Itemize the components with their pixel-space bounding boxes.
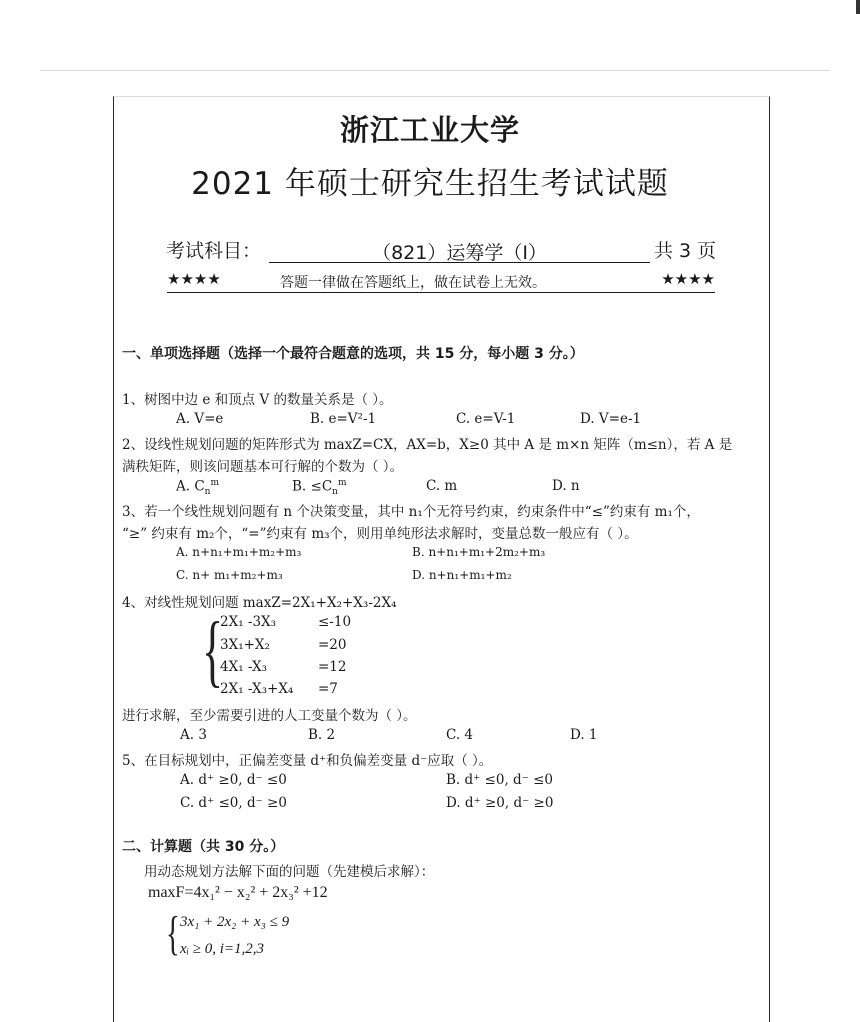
q4-stem: 4、对线性规划问题 maxZ=2X₁+X₂+X₃-2X₄ (122, 595, 397, 611)
q1-stem: 1、树图中边 e 和顶点 V 的数量关系是（ ）。 (122, 392, 393, 408)
q3-option-a: A. n+n₁+m₁+m₂+m₃ (176, 545, 302, 559)
q3-stem-line1: 3、若一个线性规划问题有 n 个决策变量，其中 n₁个无符号约束，约束条件中“≤”约束有 m₁个， (122, 504, 700, 520)
q4-row-3-rhs: =12 (318, 659, 347, 675)
page-count: 共 3 页 (654, 240, 717, 262)
section2-intro: 用动态规划方法解下面的问题（先建模后求解）： (144, 864, 435, 880)
q2-stem-line2: 满秩矩阵，则该问题基本可行解的个数为（ ）。 (122, 459, 404, 475)
q2-option-a-text: A. C (176, 478, 205, 495)
q5-option-b: B. d⁺ ≤0, d⁻ ≤0 (446, 772, 554, 788)
q1-option-c: C. e=V-1 (456, 411, 516, 427)
section2-heading: 二、计算题（共 30 分。） (122, 839, 285, 855)
q2-a-sub: n (204, 487, 211, 498)
q2-option-d: D. n (552, 478, 580, 494)
q2-option-c: C. m (426, 478, 458, 494)
q4-row-3-lhs: 4X₁ -X₃ (220, 659, 268, 675)
constraint-brace: { (166, 907, 180, 960)
q2-option-b-text: B. ≤C (292, 478, 333, 495)
q4-option-a: A. 3 (180, 727, 207, 743)
q4-option-d: D. 1 (570, 727, 598, 743)
q4-option-c: C. 4 (446, 727, 474, 743)
constraint-2: xᵢ ≥ 0, i=1,2,3 (180, 941, 265, 957)
subject-label: 考试科目： (166, 240, 262, 262)
q4-row-4-rhs: =7 (318, 681, 338, 697)
q3-option-c: C. n+ m₁+m₂+m₃ (176, 568, 283, 582)
scan-artifact-line (40, 70, 830, 71)
q5-option-c: C. d⁺ ≤0, d⁻ ≥0 (180, 795, 287, 811)
section1-heading: 一、单项选择题（选择一个最符合题意的选项，共 15 分，每小题 3 分。） (122, 346, 584, 362)
exam-title: 2021 年硕士研究生招生考试试题 (191, 166, 669, 202)
q4-option-b: B. 2 (308, 727, 336, 743)
q3-option-b: B. n+n₁+m₁+2m₂+m₃ (412, 545, 546, 559)
q5-option-d: D. d⁺ ≥0, d⁻ ≥0 (446, 795, 554, 811)
stars-left: ★★★★ (167, 270, 221, 288)
q2-b-sub: n (332, 487, 338, 498)
university-title: 浙江工业大学 (339, 113, 520, 147)
q5-stem: 5、在目标规划中，正偏差变量 d⁺和负偏差变量 d⁻应取（ ）。 (122, 753, 493, 769)
q2-a-sup: m (210, 478, 220, 488)
q4-row-1-rhs: ≤-10 (318, 614, 352, 630)
q3-stem-line2: “≥” 约束有 m₂个，“=”约束有 m₃个，则用单纯形法求解时，变量总数一般应有（ ）。 (122, 526, 638, 542)
q4-row-2-rhs: =20 (318, 637, 347, 653)
q2-option-a (176, 478, 219, 497)
q1-option-a: A. V=e (176, 411, 224, 427)
notice-text: 答题一律做在答题纸上，做在试卷上无效。 (280, 275, 546, 291)
scan-corner-mark (856, 0, 860, 14)
q2-stem-line1: 2、设线性规划问题的矩阵形式为 maxZ=CX，AX=b，X≥0 其中 A 是 m×n 矩阵（m≤n），若 A 是 (122, 437, 733, 453)
q4-row-4-lhs: 2X₁ -X₃+X₄ (220, 681, 294, 697)
constraint-1: 3x₁ + 2x₂ + x₃ ≤ 9 (180, 914, 290, 930)
q5-option-a: A. d⁺ ≥0, d⁻ ≤0 (180, 772, 287, 788)
q1-option-b: B. e=V²-1 (310, 411, 377, 427)
q4-stem-line2: 进行求解，至少需要引进的人工变量个数为（ ）。 (122, 708, 417, 724)
notice-bar (167, 270, 715, 293)
q4-brace: { (202, 607, 224, 695)
q4-row-2-lhs: 3X₁+X₂ (220, 637, 270, 653)
q2-b-sup: m (337, 478, 347, 488)
q2-option-b (292, 478, 347, 497)
subject-value: （821）运筹学（I） (269, 238, 650, 263)
stars-right: ★★★★ (661, 270, 715, 288)
q4-row-1-lhs: 2X₁ -3X₃ (220, 614, 277, 630)
objective-function: maxF=4x₁² − x₂² + 2x₃² +12 (148, 884, 328, 901)
q3-option-d: D. n+n₁+m₁+m₂ (412, 568, 512, 582)
q1-option-d: D. V=e-1 (580, 411, 642, 427)
